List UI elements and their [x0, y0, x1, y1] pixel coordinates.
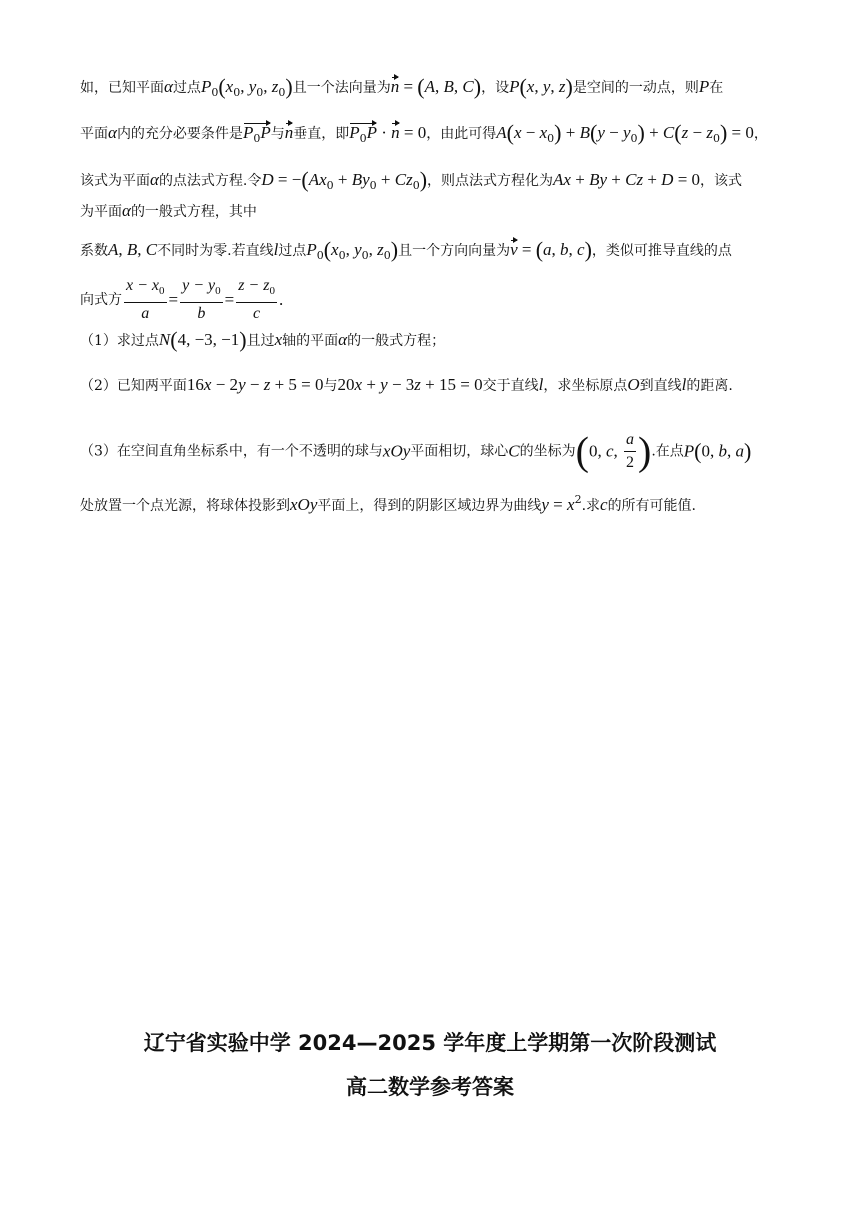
text: ，则点法式方程化为 — [427, 173, 554, 189]
text: 过点 — [172, 80, 201, 96]
question-1: （1）求过点N(4, −3, −1)且过x轴的平面α的一般式方程； — [80, 327, 446, 352]
text: 系数 — [80, 243, 108, 259]
text: .在点 — [651, 443, 684, 460]
text: 的一般式方程； — [347, 333, 446, 349]
text: 处放置一个点光源，将球体投影到 — [80, 498, 290, 514]
text: 与 — [323, 378, 338, 394]
text: ，设 — [481, 80, 510, 96]
center-var: C — [508, 441, 520, 461]
text: 该式为平面 — [80, 173, 150, 189]
intro-line-3: 该式为平面α的点法式方程.令$D = -(Ax_0 + By_0 + Cz_0)$，则点法式方程化为Ax + By + Cz + D = 0，该式 — [80, 167, 743, 192]
intro-line-2: 平面α内的充分必要条件是$P_0P$与n垂直，即$P_0P \cdot n = 0$，由此可得$A(x - x_0) + B(y - y_0) + C(z - z_0) = 0$， — [80, 123, 768, 149]
text: .求 — [581, 498, 601, 514]
text: 的所有可能值. — [607, 498, 697, 514]
intro-line-5: 系数A, B, C不同时为零.若直线l过点$P_0(x_0$, $y_0$, $z_0$)且一个方向向量为v = (a, b, c)，类似可推导直线的点 — [80, 237, 732, 262]
text: 是空间的一动点，则 — [572, 80, 699, 96]
question-2: （2）已知两平面16x − 2y − z + 5 = 0与20x + y − 3z + 15 = 0交于直线l，求坐标原点O到直线l的距离. — [80, 375, 733, 394]
fraction-a-over-2: $\frac{a}{2}$ — [626, 431, 634, 471]
intro-line-6: 向式方 $\frac{x - x_0}{a}$ = $\frac{y - y_0}{b}$ = $\frac{z - z_0}{c}$ . — [80, 277, 284, 322]
question-3: （3）在空间直角坐标系中，有一个不透明的球与xOy平面相切，球心C的坐标为(0, c, $\frac{a}{2}$ ).在点P(0, b, a) — [80, 428, 752, 474]
axis-var: x — [274, 330, 283, 349]
text: ， — [753, 126, 768, 142]
text: ，类似可推导直线的点 — [591, 243, 732, 259]
intro-line-1: 如，已知平面α过点$P_0(x_0$, $y_0$, $z_0$)且一个法向量为n = (A, B, C)，设P(x, y, z)是空间的一动点，则P在 — [80, 74, 724, 99]
text: 且一个方向向量为 — [398, 243, 511, 259]
text: 平面 — [80, 126, 108, 142]
text: 的坐标为 — [519, 443, 576, 460]
text: 的距离. — [686, 378, 733, 394]
text: （2）已知两平面 — [80, 378, 187, 394]
intro-line-4: 为平面α的一般式方程，其中 — [80, 201, 257, 220]
text: 为平面 — [80, 204, 122, 220]
fraction-x: $\frac{x - x_0}{a}$ — [126, 277, 165, 322]
text: ，该式 — [700, 173, 743, 189]
text: 过点 — [278, 243, 307, 259]
text: 与 — [270, 126, 285, 142]
text: 轴的平面 — [282, 333, 339, 349]
text: 平面上，得到的阴影区域边界为曲线 — [317, 498, 542, 514]
text: 不同时为零.若直线 — [157, 243, 274, 259]
text: 的一般式方程，其中 — [130, 204, 257, 220]
text: ，求坐标原点 — [543, 378, 628, 394]
fraction-z: $\frac{z - z_0}{c}$ — [238, 277, 275, 322]
fraction-y: $\frac{y - y_0}{b}$ — [182, 277, 221, 322]
answer-key-title: 辽宁省实验中学 2024—2025 学年度上学期第一次阶段测试 — [143, 1031, 717, 1055]
answer-key-subtitle: 高二数学参考答案 — [346, 1075, 514, 1099]
text: （1）求过点 — [80, 333, 159, 349]
text: 到直线 — [639, 378, 682, 394]
text: 的点法式方程.令 — [158, 173, 262, 189]
text: 向式方 — [80, 292, 122, 308]
text: ，由此可得 — [426, 126, 497, 142]
plane-name: xOy — [290, 495, 318, 514]
text: 在 — [709, 80, 724, 96]
text: 如，已知平面 — [80, 80, 164, 96]
text: （3）在空间直角坐标系中，有一个不透明的球与 — [80, 443, 383, 460]
text: 垂直，即 — [293, 126, 350, 142]
text: 内的充分必要条件是 — [116, 126, 243, 142]
text: 且过 — [246, 333, 275, 349]
question-3-cont: 处放置一个点光源，将球体投影到xOy平面上，得到的阴影区域边界为曲线$y = x^2$.求c的所有可能值. — [80, 493, 697, 514]
text: 平面相切，球心 — [410, 443, 509, 460]
plane-name: xOy — [382, 441, 411, 461]
text: 且一个法向量为 — [292, 80, 391, 96]
text: 交于直线 — [482, 378, 539, 394]
